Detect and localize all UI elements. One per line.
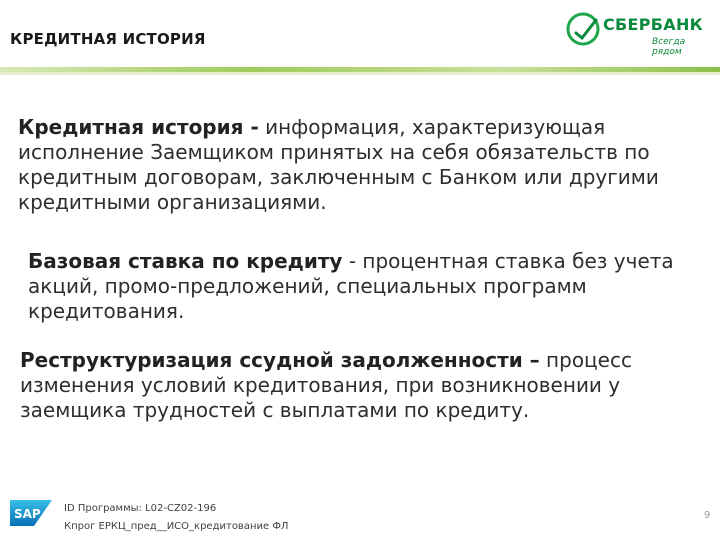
page-title: КРЕДИТНАЯ ИСТОРИЯ (10, 30, 206, 48)
header-decorative-band (0, 64, 720, 84)
definition-text: процесс изменения условий кредитования, при возникновении у заемщика трудностей с выплатами по кредиту. (20, 348, 632, 422)
definition-credit-history (18, 115, 708, 215)
definition-base-rate (28, 249, 708, 324)
term: Кредитная история - (18, 115, 259, 139)
definition-text: информация, характеризующая исполнение Заемщиком принятых на себя обязательств по кредитным договорам, заключенным с Банком или другими кредитными организациями. (18, 115, 659, 214)
term: Реструктуризация ссудной задолженности – (20, 348, 540, 372)
sberbank-logo-icon (566, 12, 600, 46)
page-number: 9 (704, 510, 711, 521)
sberbank-logo (566, 10, 716, 57)
logo-slogan: Всегда рядом (652, 37, 686, 57)
definition-restructuring (20, 348, 710, 423)
program-id: ID Программы: L02-CZ02-196 (64, 503, 217, 514)
term: Базовая ставка по кредиту (28, 249, 343, 273)
sap-logo-icon (10, 500, 52, 526)
sap-logo-text: SAP (14, 507, 41, 521)
logo-name: СБЕРБАНК (603, 15, 704, 34)
program-name: Кпрог ЕРКЦ_пред__ИСО_кредитование ФЛ (64, 521, 289, 532)
definition-text: - процентная ставка без учета акций, промо-предложений, специальных программ кредитования. (28, 249, 674, 323)
